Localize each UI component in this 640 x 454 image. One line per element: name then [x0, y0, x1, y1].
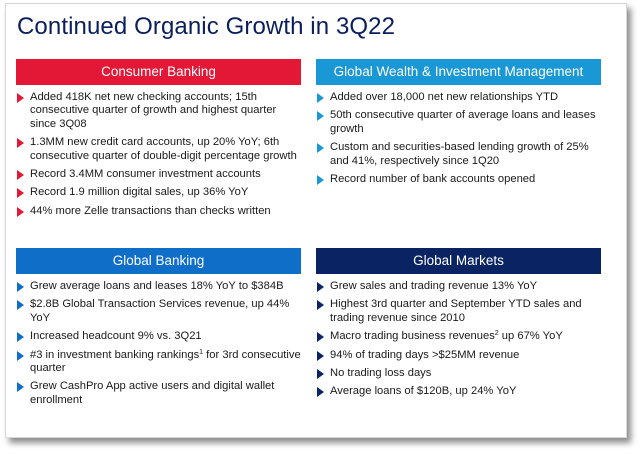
bullet-arrow-icon: [17, 382, 24, 392]
bullet-arrow-icon: [317, 332, 324, 342]
list-item: [316, 141, 601, 168]
global-banking-header: Global Banking: [16, 248, 301, 274]
list-item: [316, 280, 601, 293]
list-item: [16, 168, 301, 181]
global-markets-header: Global Markets: [316, 248, 601, 274]
bullet-arrow-icon: [317, 282, 324, 292]
list-item: [16, 205, 301, 218]
list-item: [316, 173, 601, 186]
bullet-arrow-icon: [17, 351, 24, 361]
list-item: [16, 330, 301, 343]
bullet-arrow-icon: [17, 138, 24, 148]
bullet-arrow-icon: [17, 188, 24, 198]
bullet-arrow-icon: [17, 207, 24, 217]
bullet-arrow-icon: [317, 369, 324, 379]
bullet-arrow-icon: [317, 387, 324, 397]
list-item-text: [30, 349, 301, 374]
list-item: [316, 298, 601, 325]
list-item-text-main: Macro trading business revenues: [330, 330, 495, 343]
list-item: [316, 91, 601, 104]
list-item-text: Grew CashPro App active users and digital wallet enrollment: [30, 380, 275, 406]
list-item-text: Record 3.4MM consumer investment accounts: [30, 168, 261, 181]
bullet-arrow-icon: [317, 175, 324, 185]
slide: [5, 3, 627, 438]
footnote-ref: 1: [199, 348, 204, 356]
list-item-text: 1.3MM new credit card accounts, up 20% YoY; 6th consecutive quarter of double-digit percentage growth: [30, 136, 297, 162]
global-banking-panel: [16, 248, 301, 407]
bullet-arrow-icon: [317, 111, 324, 121]
list-item-text: Added over 18,000 net new relationships YTD: [330, 91, 559, 103]
bullet-arrow-icon: [317, 351, 324, 361]
list-item-text: 50th consecutive quarter of average loans and leases growth: [330, 109, 596, 135]
bullet-arrow-icon: [317, 143, 324, 153]
bullet-arrow-icon: [17, 170, 24, 180]
footnote-ref: 2: [494, 330, 499, 338]
global-wealth-header: Global Wealth & Investment Management: [316, 59, 601, 85]
list-item-text: Highest 3rd quarter and September YTD sales and trading revenue since 2010: [330, 298, 582, 324]
list-item-text: $2.8B Global Transaction Services revenue, up 44% YoY: [30, 298, 290, 324]
list-item: [16, 349, 301, 376]
consumer-banking-panel: [16, 59, 301, 218]
list-item: [16, 186, 301, 199]
list-item: [316, 109, 601, 136]
list-item: [316, 367, 601, 380]
bullet-arrow-icon: [17, 282, 24, 292]
list-item-text: Custom and securities-based lending growth of 25% and 41%, respectively since 1Q20: [330, 141, 589, 167]
bullet-arrow-icon: [17, 300, 24, 310]
global-markets-panel: [316, 248, 601, 399]
list-item-text-rest: up 67% YoY: [498, 330, 563, 343]
list-item-text: No trading loss days: [330, 367, 432, 380]
list-item-text: Record number of bank accounts opened: [330, 173, 536, 186]
list-item-text: Added 418K net new checking accounts; 15th consecutive quarter of growth and highest quarter since 3Q08: [30, 91, 277, 130]
list-item-text: Grew average loans and leases 18% YoY to $384B: [30, 280, 284, 292]
list-item: [16, 91, 301, 131]
list-item-text-main: #3 in investment banking rankings: [30, 348, 200, 361]
list-item-text: Grew sales and trading revenue 13% YoY: [330, 280, 538, 292]
consumer-banking-header: Consumer Banking: [16, 59, 301, 85]
list-item: [16, 280, 301, 293]
consumer-banking-list: [16, 91, 301, 218]
list-item: [16, 136, 301, 163]
list-item-text: [330, 330, 563, 342]
list-item-text-rest: for 3rd consecutive quarter: [30, 348, 301, 375]
bullet-arrow-icon: [17, 332, 24, 342]
list-item: [16, 380, 301, 407]
global-wealth-panel: [316, 59, 601, 186]
page-title: Continued Organic Growth in 3Q22: [17, 13, 396, 40]
global-banking-list: [16, 280, 301, 407]
bullet-arrow-icon: [317, 93, 324, 103]
bullet-arrow-icon: [17, 93, 24, 103]
global-markets-list: [316, 280, 601, 399]
bullet-arrow-icon: [317, 300, 324, 310]
list-item-text: Increased headcount 9% vs. 3Q21: [30, 330, 202, 343]
list-item: [316, 349, 601, 362]
list-item-text: 44% more Zelle transactions than checks written: [30, 204, 271, 217]
list-item: [16, 298, 301, 325]
list-item: [316, 385, 601, 398]
list-item-text: Record 1.9 million digital sales, up 36% YoY: [30, 186, 249, 199]
list-item-text: Average loans of $120B, up 24% YoY: [330, 385, 517, 398]
list-item-text: 94% of trading days >$25MM revenue: [330, 348, 520, 361]
list-item: [316, 330, 601, 343]
global-wealth-list: [316, 91, 601, 186]
